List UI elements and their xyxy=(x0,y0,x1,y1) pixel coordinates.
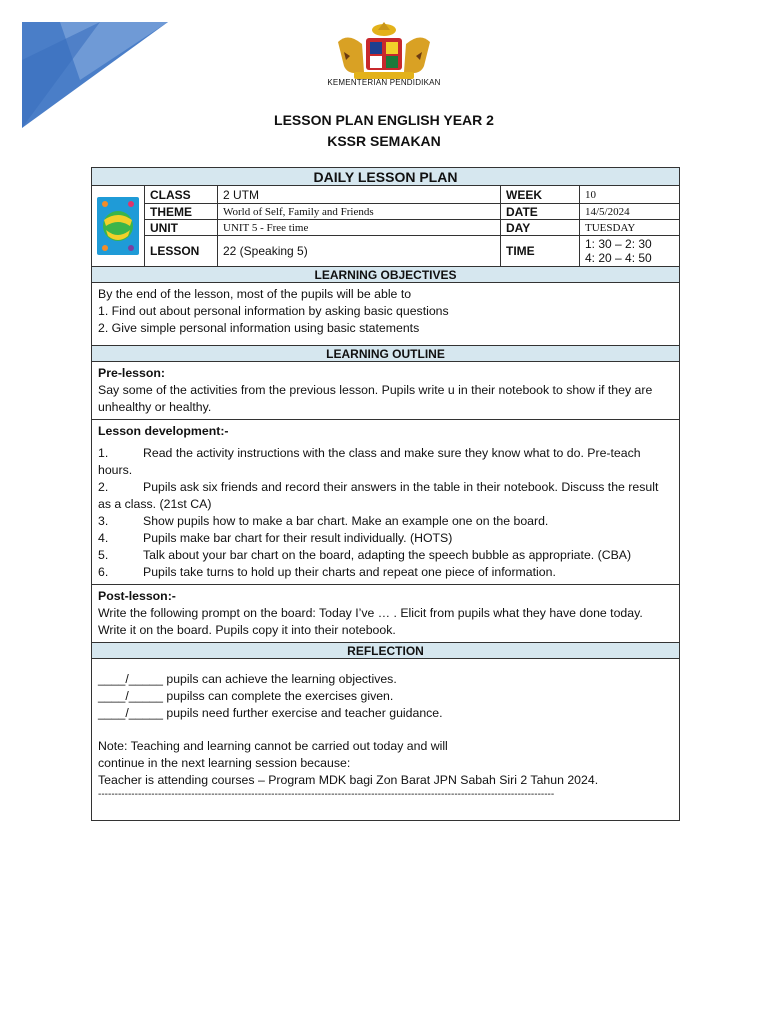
lesson-development-section xyxy=(92,420,680,585)
step-text: Pupils make bar chart for their result individually. (HOTS) xyxy=(143,531,453,545)
step-text: Read the activity instructions with the class and make sure they know what to do. Pre-teach hours. xyxy=(98,446,641,477)
time-slot-1: 1: 30 – 2: 30 xyxy=(585,237,652,251)
development-step xyxy=(98,564,673,581)
objective-item: 2. Give simple personal information using basic statements xyxy=(98,321,420,335)
development-step xyxy=(98,445,673,479)
step-number: 4. xyxy=(98,531,109,545)
day-value: TUESDAY xyxy=(580,220,680,236)
day-label: DAY xyxy=(501,220,580,236)
reflection-line: ____/_____ pupilss can complete the exercises given. xyxy=(98,689,394,703)
objective-item: 1. Find out about personal information by asking basic questions xyxy=(98,304,449,318)
lesson-development-heading: Lesson development:- xyxy=(98,424,229,438)
pre-lesson-heading: Pre-lesson: xyxy=(98,366,165,380)
dashed-separator: ----------------------------------------------------------------------------------------------------------------------------------------- xyxy=(98,789,555,800)
step-text: Show pupils how to make a bar chart. Make an example one on the board. xyxy=(143,514,549,528)
objectives-intro: By the end of the lesson, most of the pupils will be able to xyxy=(98,287,412,301)
reflection-note: Teacher is attending courses – Program MDK bagi Zon Barat JPN Sabah Siri 2 Tahun 2024. xyxy=(98,773,599,787)
daily-lesson-plan-table xyxy=(91,167,680,821)
time-value xyxy=(580,236,680,267)
class-label: CLASS xyxy=(145,186,218,204)
development-step xyxy=(98,547,673,564)
step-text: Pupils take turns to hold up their charts and repeat one piece of information. xyxy=(143,565,556,579)
unit-label: UNIT xyxy=(145,220,218,236)
reflection-note: continue in the next learning session because: xyxy=(98,756,351,770)
development-step xyxy=(98,513,673,530)
reflection-body xyxy=(92,659,680,821)
learning-objectives-heading: LEARNING OBJECTIVES xyxy=(92,267,680,283)
development-step xyxy=(98,530,673,547)
lesson-label: LESSON xyxy=(145,236,218,267)
learning-objectives-body xyxy=(92,283,680,346)
super-minds-book-icon xyxy=(96,196,140,256)
time-label: TIME xyxy=(501,236,580,267)
date-value: 14/5/2024 xyxy=(580,204,680,220)
post-lesson-text: Write the following prompt on the board: Today I’ve … . Elicit from pupils what they have done today. Write it on the board. Pupils copy it into their notebook. xyxy=(98,606,643,637)
lesson-value: 22 (Speaking 5) xyxy=(218,236,501,267)
learning-outline-heading: LEARNING OUTLINE xyxy=(92,346,680,362)
step-number: 6. xyxy=(98,565,109,579)
reflection-line: ____/_____ pupils can achieve the learning objectives. xyxy=(98,672,397,686)
reflection-line: ____/_____ pupils need further exercise and teacher guidance. xyxy=(98,706,443,720)
document-title: LESSON PLAN ENGLISH YEAR 2 xyxy=(274,112,494,128)
time-slot-2: 4: 20 – 4: 50 xyxy=(585,251,652,265)
step-number: 3. xyxy=(98,514,109,528)
week-label: WEEK xyxy=(501,186,580,204)
unit-value: UNIT 5 - Free time xyxy=(218,220,501,236)
step-number: 1. xyxy=(98,446,109,460)
document-subtitle: KSSR SEMAKAN xyxy=(327,133,441,149)
ministry-caption: KEMENTERIAN PENDIDIKAN xyxy=(327,78,441,87)
date-label: DATE xyxy=(501,204,580,220)
week-value: 10 xyxy=(580,186,680,204)
theme-label: THEME xyxy=(145,204,218,220)
reflection-note: Note: Teaching and learning cannot be carried out today and will xyxy=(98,739,448,753)
step-text: Talk about your bar chart on the board, adapting the speech bubble as appropriate. (CBA) xyxy=(143,548,632,562)
development-step xyxy=(98,479,673,513)
daily-lesson-plan-heading: DAILY LESSON PLAN xyxy=(92,168,680,186)
step-number: 2. xyxy=(98,480,109,494)
theme-value: World of Self, Family and Friends xyxy=(218,204,501,220)
step-text: Pupils ask six friends and record their answers in the table in their notebook. Discuss the result as a class. (21st CA) xyxy=(98,480,659,511)
post-lesson-section xyxy=(92,585,680,643)
pre-lesson-section xyxy=(92,362,680,420)
step-number: 5. xyxy=(98,548,109,562)
class-value: 2 UTM xyxy=(218,186,501,204)
textbook-cover-image xyxy=(92,186,145,267)
reflection-heading: REFLECTION xyxy=(92,643,680,659)
post-lesson-heading: Post-lesson:- xyxy=(98,589,176,603)
pre-lesson-text: Say some of the activities from the previous lesson. Pupils write u in their notebook to show if they are unhealthy or healthy. xyxy=(98,383,653,414)
